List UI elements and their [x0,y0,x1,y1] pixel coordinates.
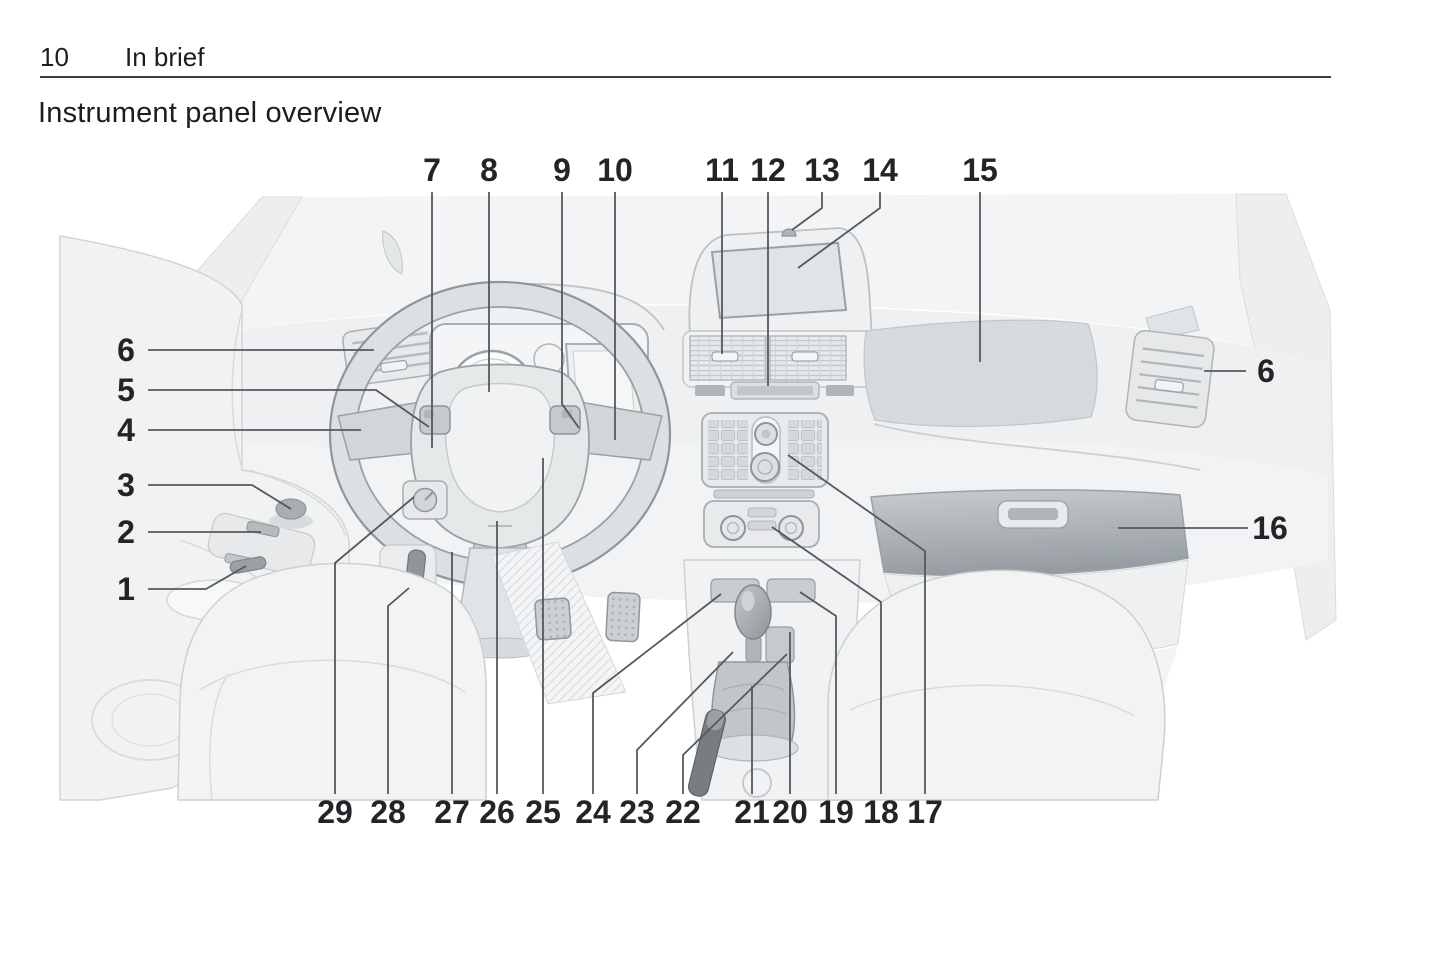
cruise-control-buttons [420,406,450,434]
accelerator-pedal [606,592,640,642]
callout-number-top-9: 9 [553,152,571,188]
brake-pedal [535,598,572,640]
callout-number-bottom-19: 19 [818,794,854,830]
callout-number-top-7: 7 [423,152,441,188]
gear-lever-stem [746,636,761,662]
callout-number-left-1: 1 [117,571,135,607]
volume-knob-center [762,430,771,439]
callout-number-left-6: 6 [117,332,135,368]
callout-number-right-16: 16 [1252,510,1288,546]
hazard-button [695,385,725,396]
page-number: 10 [40,42,69,72]
callout-number-top-11: 11 [705,152,739,188]
callout-number-top-15: 15 [962,152,998,188]
callout-number-bottom-18: 18 [863,794,899,830]
display-slot-screen [737,386,813,395]
temperature-knob [721,516,745,540]
console-tray-right [767,579,815,602]
lock-button [826,385,854,396]
callout-number-bottom-29: 29 [317,794,353,830]
climate-button-bottom [748,521,776,530]
airbag-pad [446,384,555,513]
callout-number-bottom-22: 22 [665,794,701,830]
climate-button-top [748,508,776,517]
fan-knob [779,516,803,540]
callout-number-top-10: 10 [597,152,633,188]
callout-number-bottom-21: 21 [734,794,770,830]
callout-number-right-6: 6 [1257,353,1275,389]
cd-slot [714,490,814,498]
callout-number-bottom-25: 25 [525,794,561,830]
gear-lever-knob [735,585,771,639]
gear-knob-highlight [742,591,755,611]
callout-number-top-13: 13 [804,152,840,188]
callout-number-top-14: 14 [862,152,898,188]
callout-number-left-5: 5 [117,372,135,408]
callout-number-bottom-24: 24 [575,794,611,830]
infotainment-buttons-right [788,420,822,480]
page-title: Instrument panel overview [38,97,382,129]
callout-number-top-12: 12 [750,152,786,188]
callout-number-left-2: 2 [117,514,135,550]
callout-number-bottom-28: 28 [370,794,406,830]
callout-number-bottom-23: 23 [619,794,655,830]
callout-number-bottom-20: 20 [772,794,808,830]
callout-number-top-8: 8 [480,152,498,188]
callout-number-bottom-17: 17 [907,794,943,830]
tune-knob [751,453,779,481]
callout-number-bottom-27: 27 [434,794,470,830]
callout-number-left-3: 3 [117,467,135,503]
gear-lever-boot [712,662,795,744]
glovebox-handle-notch [1008,508,1058,520]
vent-slider-right [792,352,818,361]
section-title: In brief [125,42,205,72]
info-display-screen [712,243,846,318]
passenger-air-vent [1125,329,1215,428]
callout-number-left-4: 4 [117,412,135,448]
callout-number-bottom-26: 26 [479,794,515,830]
infotainment-buttons-left [708,420,748,480]
vent-slider-left [712,352,738,361]
gear-base-plate [708,735,798,761]
